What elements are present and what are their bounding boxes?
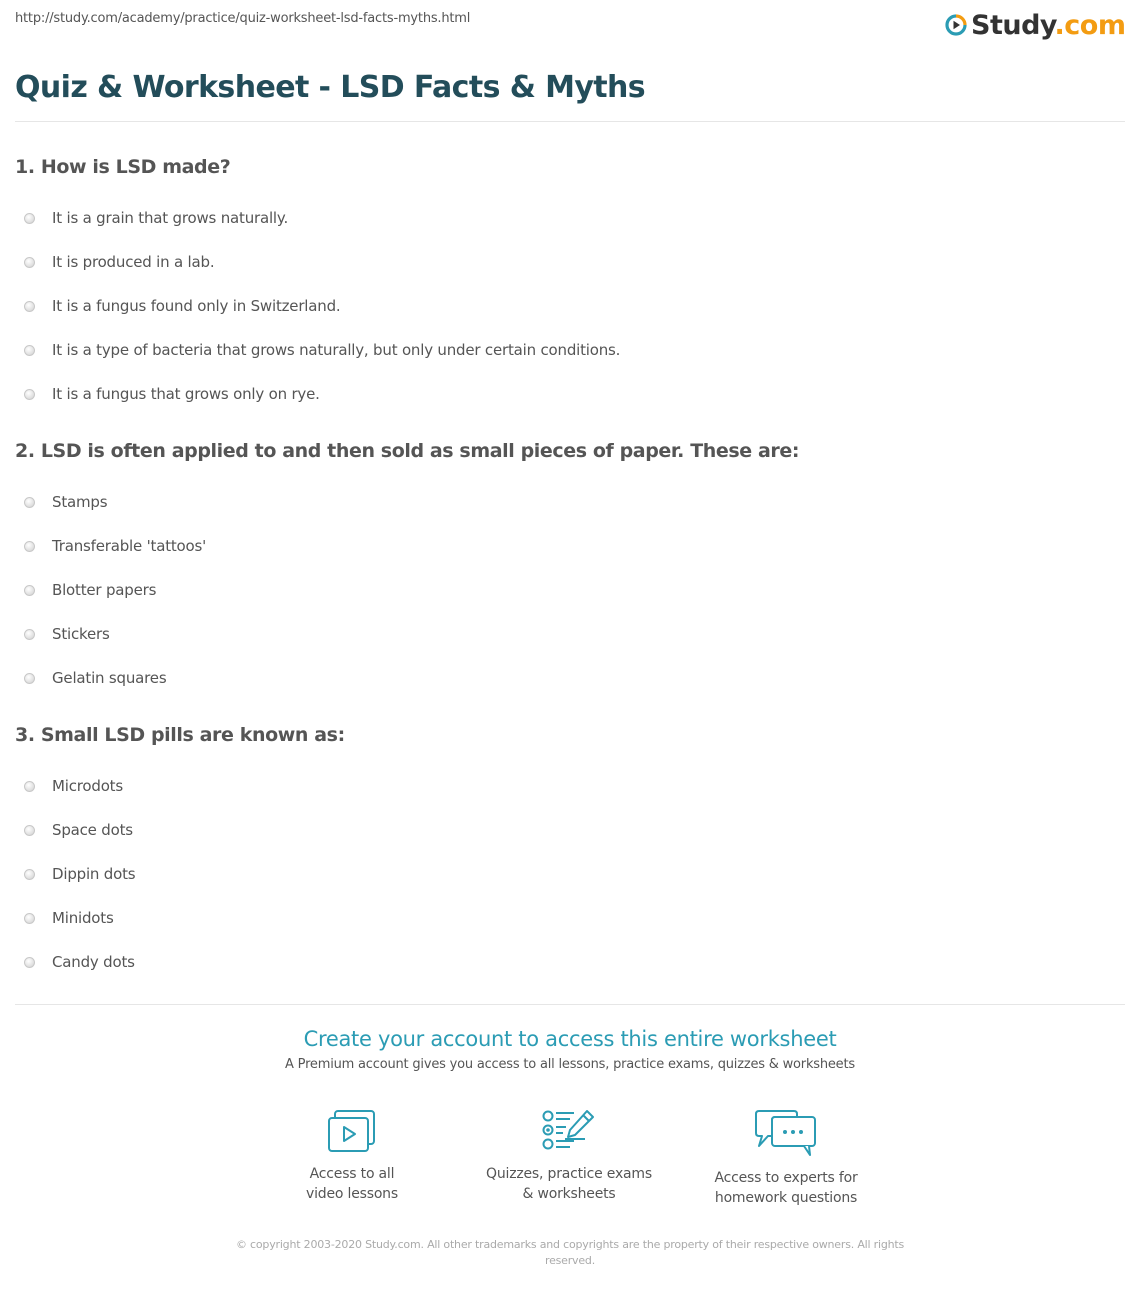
question-2 [15, 437, 1125, 700]
cta-title-link[interactable]: Create your account to access this entire worksheet [303, 1027, 837, 1051]
answer-list [15, 196, 1125, 416]
answer-list [15, 764, 1125, 984]
answer-option[interactable]: Stamps [15, 480, 1125, 524]
radio-button-icon[interactable] [24, 629, 35, 640]
feature-video-lessons [252, 1108, 452, 1204]
quiz-checklist-icon [541, 1108, 597, 1154]
answer-option[interactable]: It is produced in a lab. [15, 240, 1125, 284]
answer-option[interactable]: It is a type of bacteria that grows naturally, but only under certain conditions. [15, 328, 1125, 372]
answer-option[interactable]: It is a fungus that grows only on rye. [15, 372, 1125, 416]
answer-option[interactable]: It is a fungus found only in Switzerland. [15, 284, 1125, 328]
question-1 [15, 153, 1125, 416]
question-title: 2. LSD is often applied to and then sold as small pieces of paper. These are: [15, 440, 800, 462]
copyright-notice: © copyright 2003-2020 Study.com. All other trademarks and copyrights are the property of their respective owners. All rights reserved. [235, 1238, 905, 1267]
page-url: http://study.com/academy/practice/quiz-worksheet-lsd-facts-myths.html [15, 11, 471, 26]
answer-option[interactable]: Transferable 'tattoos' [15, 524, 1125, 568]
radio-button-icon[interactable] [24, 825, 35, 836]
page-title: Quiz & Worksheet - LSD Facts & Myths [15, 70, 646, 105]
answer-option[interactable]: Microdots [15, 764, 1125, 808]
radio-button-icon[interactable] [24, 497, 35, 508]
answer-list [15, 480, 1125, 700]
radio-button-icon[interactable] [24, 301, 35, 312]
answer-option[interactable]: Gelatin squares [15, 656, 1125, 700]
logo-wordmark: Study.com [971, 9, 1126, 41]
signup-cta [0, 1027, 1140, 1072]
play-ring-logo-icon [945, 14, 967, 36]
feature-experts [686, 1108, 886, 1208]
answer-option[interactable]: Candy dots [15, 940, 1125, 984]
radio-button-icon[interactable] [24, 389, 35, 400]
question-title: 1. How is LSD made? [15, 156, 231, 178]
answer-option[interactable]: Blotter papers [15, 568, 1125, 612]
question-3 [15, 721, 1125, 984]
answer-option[interactable]: Dippin dots [15, 852, 1125, 896]
radio-button-icon[interactable] [24, 869, 35, 880]
feature-label: Quizzes, practice exams & worksheets [486, 1166, 652, 1202]
feature-label: Access to experts for homework questions [714, 1170, 858, 1206]
radio-button-icon[interactable] [24, 957, 35, 968]
radio-button-icon[interactable] [24, 257, 35, 268]
radio-button-icon[interactable] [24, 913, 35, 924]
answer-option[interactable]: Space dots [15, 808, 1125, 852]
video-lessons-icon [326, 1108, 378, 1154]
radio-button-icon[interactable] [24, 673, 35, 684]
cta-subtitle: A Premium account gives you access to all lessons, practice exams, quizzes & worksheets [285, 1057, 855, 1072]
chat-bubbles-icon [754, 1108, 818, 1158]
feature-quizzes [469, 1108, 669, 1204]
section-divider [15, 1004, 1125, 1005]
radio-button-icon[interactable] [24, 781, 35, 792]
study-logo[interactable] [945, 8, 1125, 42]
answer-option[interactable]: Minidots [15, 896, 1125, 940]
radio-button-icon[interactable] [24, 541, 35, 552]
radio-button-icon[interactable] [24, 213, 35, 224]
answer-option[interactable]: Stickers [15, 612, 1125, 656]
feature-label: Access to all video lessons [306, 1166, 398, 1202]
premium-features [0, 1108, 1140, 1218]
answer-option[interactable]: It is a grain that grows naturally. [15, 196, 1125, 240]
question-title: 3. Small LSD pills are known as: [15, 724, 345, 746]
radio-button-icon[interactable] [24, 345, 35, 356]
title-divider [15, 121, 1125, 122]
radio-button-icon[interactable] [24, 585, 35, 596]
